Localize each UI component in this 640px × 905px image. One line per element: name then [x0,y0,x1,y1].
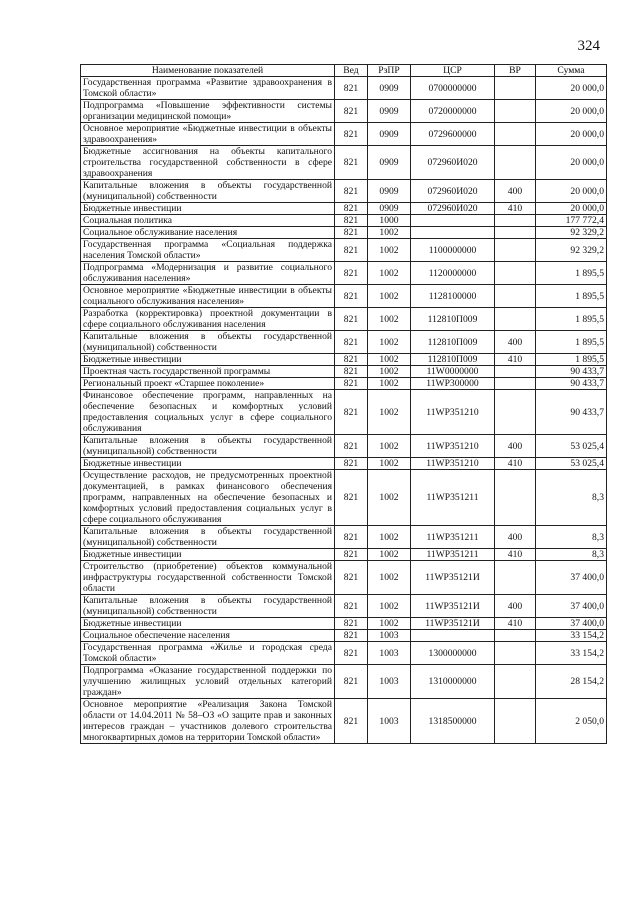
page-number: 324 [577,38,600,54]
cell-name: Капитальные вложения в объекты государственной (муниципальной) собственности [81,526,335,549]
cell-rzpr: 1002 [368,526,411,549]
cell-vr [495,699,536,744]
cell-vr: 410 [495,458,536,470]
table-row [81,239,607,262]
table-row [81,123,607,146]
cell-ved: 821 [335,100,368,123]
cell-rzpr: 0909 [368,203,411,215]
cell-ved: 821 [335,526,368,549]
column-header-rzpr: РзПР [368,65,411,77]
cell-vr: 400 [495,331,536,354]
cell-ved: 821 [335,77,368,100]
cell-name: Бюджетные ассигнования на объекты капитального строительства государственной собственности в сфере здравоохранения [81,146,335,180]
cell-csr: 1310000000 [411,665,495,699]
cell-csr: 11WP35121И [411,561,495,595]
cell-rzpr: 0909 [368,146,411,180]
table-row [81,526,607,549]
cell-rzpr: 1003 [368,630,411,642]
cell-csr: 11WP35121И [411,595,495,618]
cell-sum: 90 433,7 [536,366,607,378]
cell-sum: 20 000,0 [536,203,607,215]
cell-vr [495,77,536,100]
cell-csr: 1100000000 [411,239,495,262]
cell-name: Бюджетные инвестиции [81,354,335,366]
cell-name: Основное мероприятие «Бюджетные инвестиции в объекты здравоохранения» [81,123,335,146]
cell-ved: 821 [335,180,368,203]
table-row [81,390,607,435]
table-row [81,549,607,561]
cell-csr: 11WP351211 [411,470,495,526]
cell-csr: 11WP351211 [411,549,495,561]
table-row [81,618,607,630]
cell-rzpr: 1002 [368,595,411,618]
cell-vr [495,308,536,331]
table-row [81,458,607,470]
cell-vr: 410 [495,354,536,366]
cell-rzpr: 1002 [368,618,411,630]
cell-vr: 400 [495,435,536,458]
cell-vr [495,470,536,526]
cell-name: Бюджетные инвестиции [81,549,335,561]
cell-rzpr: 1002 [368,366,411,378]
cell-rzpr: 1003 [368,642,411,665]
cell-vr: 400 [495,595,536,618]
cell-csr: 11WP351210 [411,458,495,470]
cell-sum: 90 433,7 [536,390,607,435]
cell-vr [495,146,536,180]
cell-ved: 821 [335,630,368,642]
cell-ved: 821 [335,285,368,308]
cell-name: Государственная программа «Развитие здравоохранения в Томской области» [81,77,335,100]
table-row [81,308,607,331]
cell-rzpr: 1003 [368,665,411,699]
budget-table [80,64,607,744]
cell-ved: 821 [335,354,368,366]
cell-vr: 410 [495,203,536,215]
cell-sum: 28 154,2 [536,665,607,699]
table-row [81,215,607,227]
cell-csr [411,215,495,227]
cell-vr [495,390,536,435]
column-header-csr: ЦСР [411,65,495,77]
table-row [81,100,607,123]
cell-name: Разработка (корректировка) проектной документации в сфере социального обслуживания населения [81,308,335,331]
cell-rzpr: 1002 [368,390,411,435]
cell-csr: 0720000000 [411,100,495,123]
cell-csr: 112810П009 [411,308,495,331]
cell-vr [495,100,536,123]
cell-ved: 821 [335,549,368,561]
cell-vr [495,262,536,285]
cell-csr [411,227,495,239]
cell-csr: 1128100000 [411,285,495,308]
cell-name: Строительство (приобретение) объектов коммунальной инфраструктуры государственной собственности Томской области [81,561,335,595]
cell-name: Основное мероприятие «Реализация Закона Томской области от 14.04.2011 № 58–ОЗ «О защите прав и законных интересов граждан – участников долевого строительства многоквартирных домов на территории Томской области» [81,699,335,744]
cell-csr: 0700000000 [411,77,495,100]
table-row [81,595,607,618]
cell-ved: 821 [335,146,368,180]
cell-name: Государственная программа «Социальная поддержка населения Томской области» [81,239,335,262]
cell-vr [495,215,536,227]
cell-csr: 11WP35121И [411,618,495,630]
cell-rzpr: 1002 [368,285,411,308]
table-header-row [81,65,607,77]
cell-rzpr: 1002 [368,227,411,239]
table-row [81,77,607,100]
table-row [81,435,607,458]
cell-name: Осуществление расходов, не предусмотренных проектной документацией, в рамках финансового обеспечения программ, направленных на обеспечение безопасных и комфортных условий предоставления социальных услуг в сфере социального обслуживания [81,470,335,526]
cell-sum: 1 895,5 [536,331,607,354]
cell-name: Социальная политика [81,215,335,227]
cell-sum: 20 000,0 [536,123,607,146]
cell-rzpr: 1002 [368,470,411,526]
cell-sum: 1 895,5 [536,285,607,308]
table-row [81,354,607,366]
cell-name: Проектная часть государственной программы [81,366,335,378]
cell-name: Подпрограмма «Оказание государственной поддержки по улучшению жилищных условий отдельных категорий граждан» [81,665,335,699]
cell-ved: 821 [335,618,368,630]
table-row [81,378,607,390]
cell-name: Социальное обслуживание населения [81,227,335,239]
table-row [81,366,607,378]
table-body [81,77,607,744]
cell-name: Бюджетные инвестиции [81,203,335,215]
cell-name: Капитальные вложения в объекты государственной (муниципальной) собственности [81,331,335,354]
cell-sum: 8,3 [536,549,607,561]
table-row [81,285,607,308]
cell-vr [495,642,536,665]
cell-csr: 11WP351210 [411,435,495,458]
cell-csr [411,630,495,642]
cell-sum: 33 154,2 [536,630,607,642]
cell-csr: 11W0000000 [411,366,495,378]
cell-vr [495,630,536,642]
cell-ved: 821 [335,642,368,665]
cell-sum: 20 000,0 [536,146,607,180]
cell-sum: 8,3 [536,526,607,549]
cell-ved: 821 [335,262,368,285]
cell-vr: 410 [495,618,536,630]
cell-rzpr: 1002 [368,354,411,366]
cell-ved: 821 [335,331,368,354]
table-row [81,146,607,180]
cell-sum: 92 329,2 [536,227,607,239]
cell-vr [495,366,536,378]
cell-sum: 2 050,0 [536,699,607,744]
cell-csr: 072960И020 [411,203,495,215]
cell-ved: 821 [335,227,368,239]
cell-ved: 821 [335,390,368,435]
cell-csr: 11WP351211 [411,526,495,549]
table-row [81,699,607,744]
cell-vr [495,239,536,262]
cell-ved: 821 [335,561,368,595]
cell-ved: 821 [335,595,368,618]
cell-rzpr: 1002 [368,331,411,354]
cell-sum: 177 772,4 [536,215,607,227]
table-row [81,180,607,203]
cell-rzpr: 1002 [368,435,411,458]
cell-csr: 11WP351210 [411,390,495,435]
cell-sum: 20 000,0 [536,100,607,123]
table-row [81,203,607,215]
cell-sum: 53 025,4 [536,458,607,470]
cell-vr: 400 [495,180,536,203]
cell-ved: 821 [335,378,368,390]
cell-csr: 11WP300000 [411,378,495,390]
cell-name: Региональный проект «Старшее поколение» [81,378,335,390]
cell-csr: 072960И020 [411,146,495,180]
cell-vr: 410 [495,549,536,561]
cell-sum: 1 895,5 [536,308,607,331]
cell-rzpr: 1003 [368,699,411,744]
cell-sum: 1 895,5 [536,354,607,366]
cell-name: Основное мероприятие «Бюджетные инвестиции в объекты социального обслуживания населения» [81,285,335,308]
cell-name: Капитальные вложения в объекты государственной (муниципальной) собственности [81,435,335,458]
table-row [81,642,607,665]
table-row [81,227,607,239]
cell-csr: 1318500000 [411,699,495,744]
cell-csr: 112810П009 [411,331,495,354]
cell-rzpr: 0909 [368,100,411,123]
cell-ved: 821 [335,215,368,227]
cell-name: Государственная программа «Жилье и городская среда Томской области» [81,642,335,665]
cell-sum: 8,3 [536,470,607,526]
cell-sum: 37 400,0 [536,595,607,618]
cell-name: Капитальные вложения в объекты государственной (муниципальной) собственности [81,180,335,203]
cell-ved: 821 [335,665,368,699]
table-row [81,561,607,595]
cell-rzpr: 1000 [368,215,411,227]
cell-csr: 112810П009 [411,354,495,366]
cell-csr: 1120000000 [411,262,495,285]
cell-vr [495,378,536,390]
cell-name: Финансовое обеспечение программ, направленных на обеспечение безопасных и комфортных условий предоставления социальных услуг в сфере социального обслуживания [81,390,335,435]
cell-rzpr: 1002 [368,378,411,390]
table-row [81,262,607,285]
cell-ved: 821 [335,458,368,470]
table-row [81,470,607,526]
cell-vr [495,227,536,239]
cell-csr: 1300000000 [411,642,495,665]
cell-csr: 0729600000 [411,123,495,146]
cell-ved: 821 [335,699,368,744]
cell-sum: 20 000,0 [536,77,607,100]
cell-vr [495,123,536,146]
cell-ved: 821 [335,366,368,378]
cell-ved: 821 [335,239,368,262]
cell-vr [495,665,536,699]
column-header-vr: ВР [495,65,536,77]
cell-name: Бюджетные инвестиции [81,458,335,470]
cell-ved: 821 [335,470,368,526]
cell-ved: 821 [335,435,368,458]
cell-ved: 821 [335,203,368,215]
cell-rzpr: 0909 [368,123,411,146]
cell-name: Подпрограмма «Модернизация и развитие социального обслуживания населения» [81,262,335,285]
cell-rzpr: 1002 [368,308,411,331]
column-header-ved: Вед [335,65,368,77]
cell-sum: 33 154,2 [536,642,607,665]
table-row [81,665,607,699]
cell-rzpr: 1002 [368,549,411,561]
table-row [81,630,607,642]
cell-name: Социальное обеспечение населения [81,630,335,642]
cell-sum: 90 433,7 [536,378,607,390]
cell-vr [495,285,536,308]
cell-csr: 072960И020 [411,180,495,203]
cell-rzpr: 0909 [368,180,411,203]
cell-name: Капитальные вложения в объекты государственной (муниципальной) собственности [81,595,335,618]
column-header-name: Наименование показателей [81,65,335,77]
cell-sum: 53 025,4 [536,435,607,458]
cell-rzpr: 0909 [368,77,411,100]
table-row [81,331,607,354]
cell-sum: 37 400,0 [536,618,607,630]
cell-rzpr: 1002 [368,262,411,285]
cell-name: Бюджетные инвестиции [81,618,335,630]
cell-sum: 1 895,5 [536,262,607,285]
cell-name: Подпрограмма «Повышение эффективности системы организации медицинской помощи» [81,100,335,123]
cell-ved: 821 [335,308,368,331]
cell-sum: 20 000,0 [536,180,607,203]
cell-rzpr: 1002 [368,458,411,470]
cell-vr: 400 [495,526,536,549]
cell-ved: 821 [335,123,368,146]
cell-sum: 37 400,0 [536,561,607,595]
cell-vr [495,561,536,595]
column-header-sum: Сумма [536,65,607,77]
cell-rzpr: 1002 [368,561,411,595]
cell-sum: 92 329,2 [536,239,607,262]
cell-rzpr: 1002 [368,239,411,262]
